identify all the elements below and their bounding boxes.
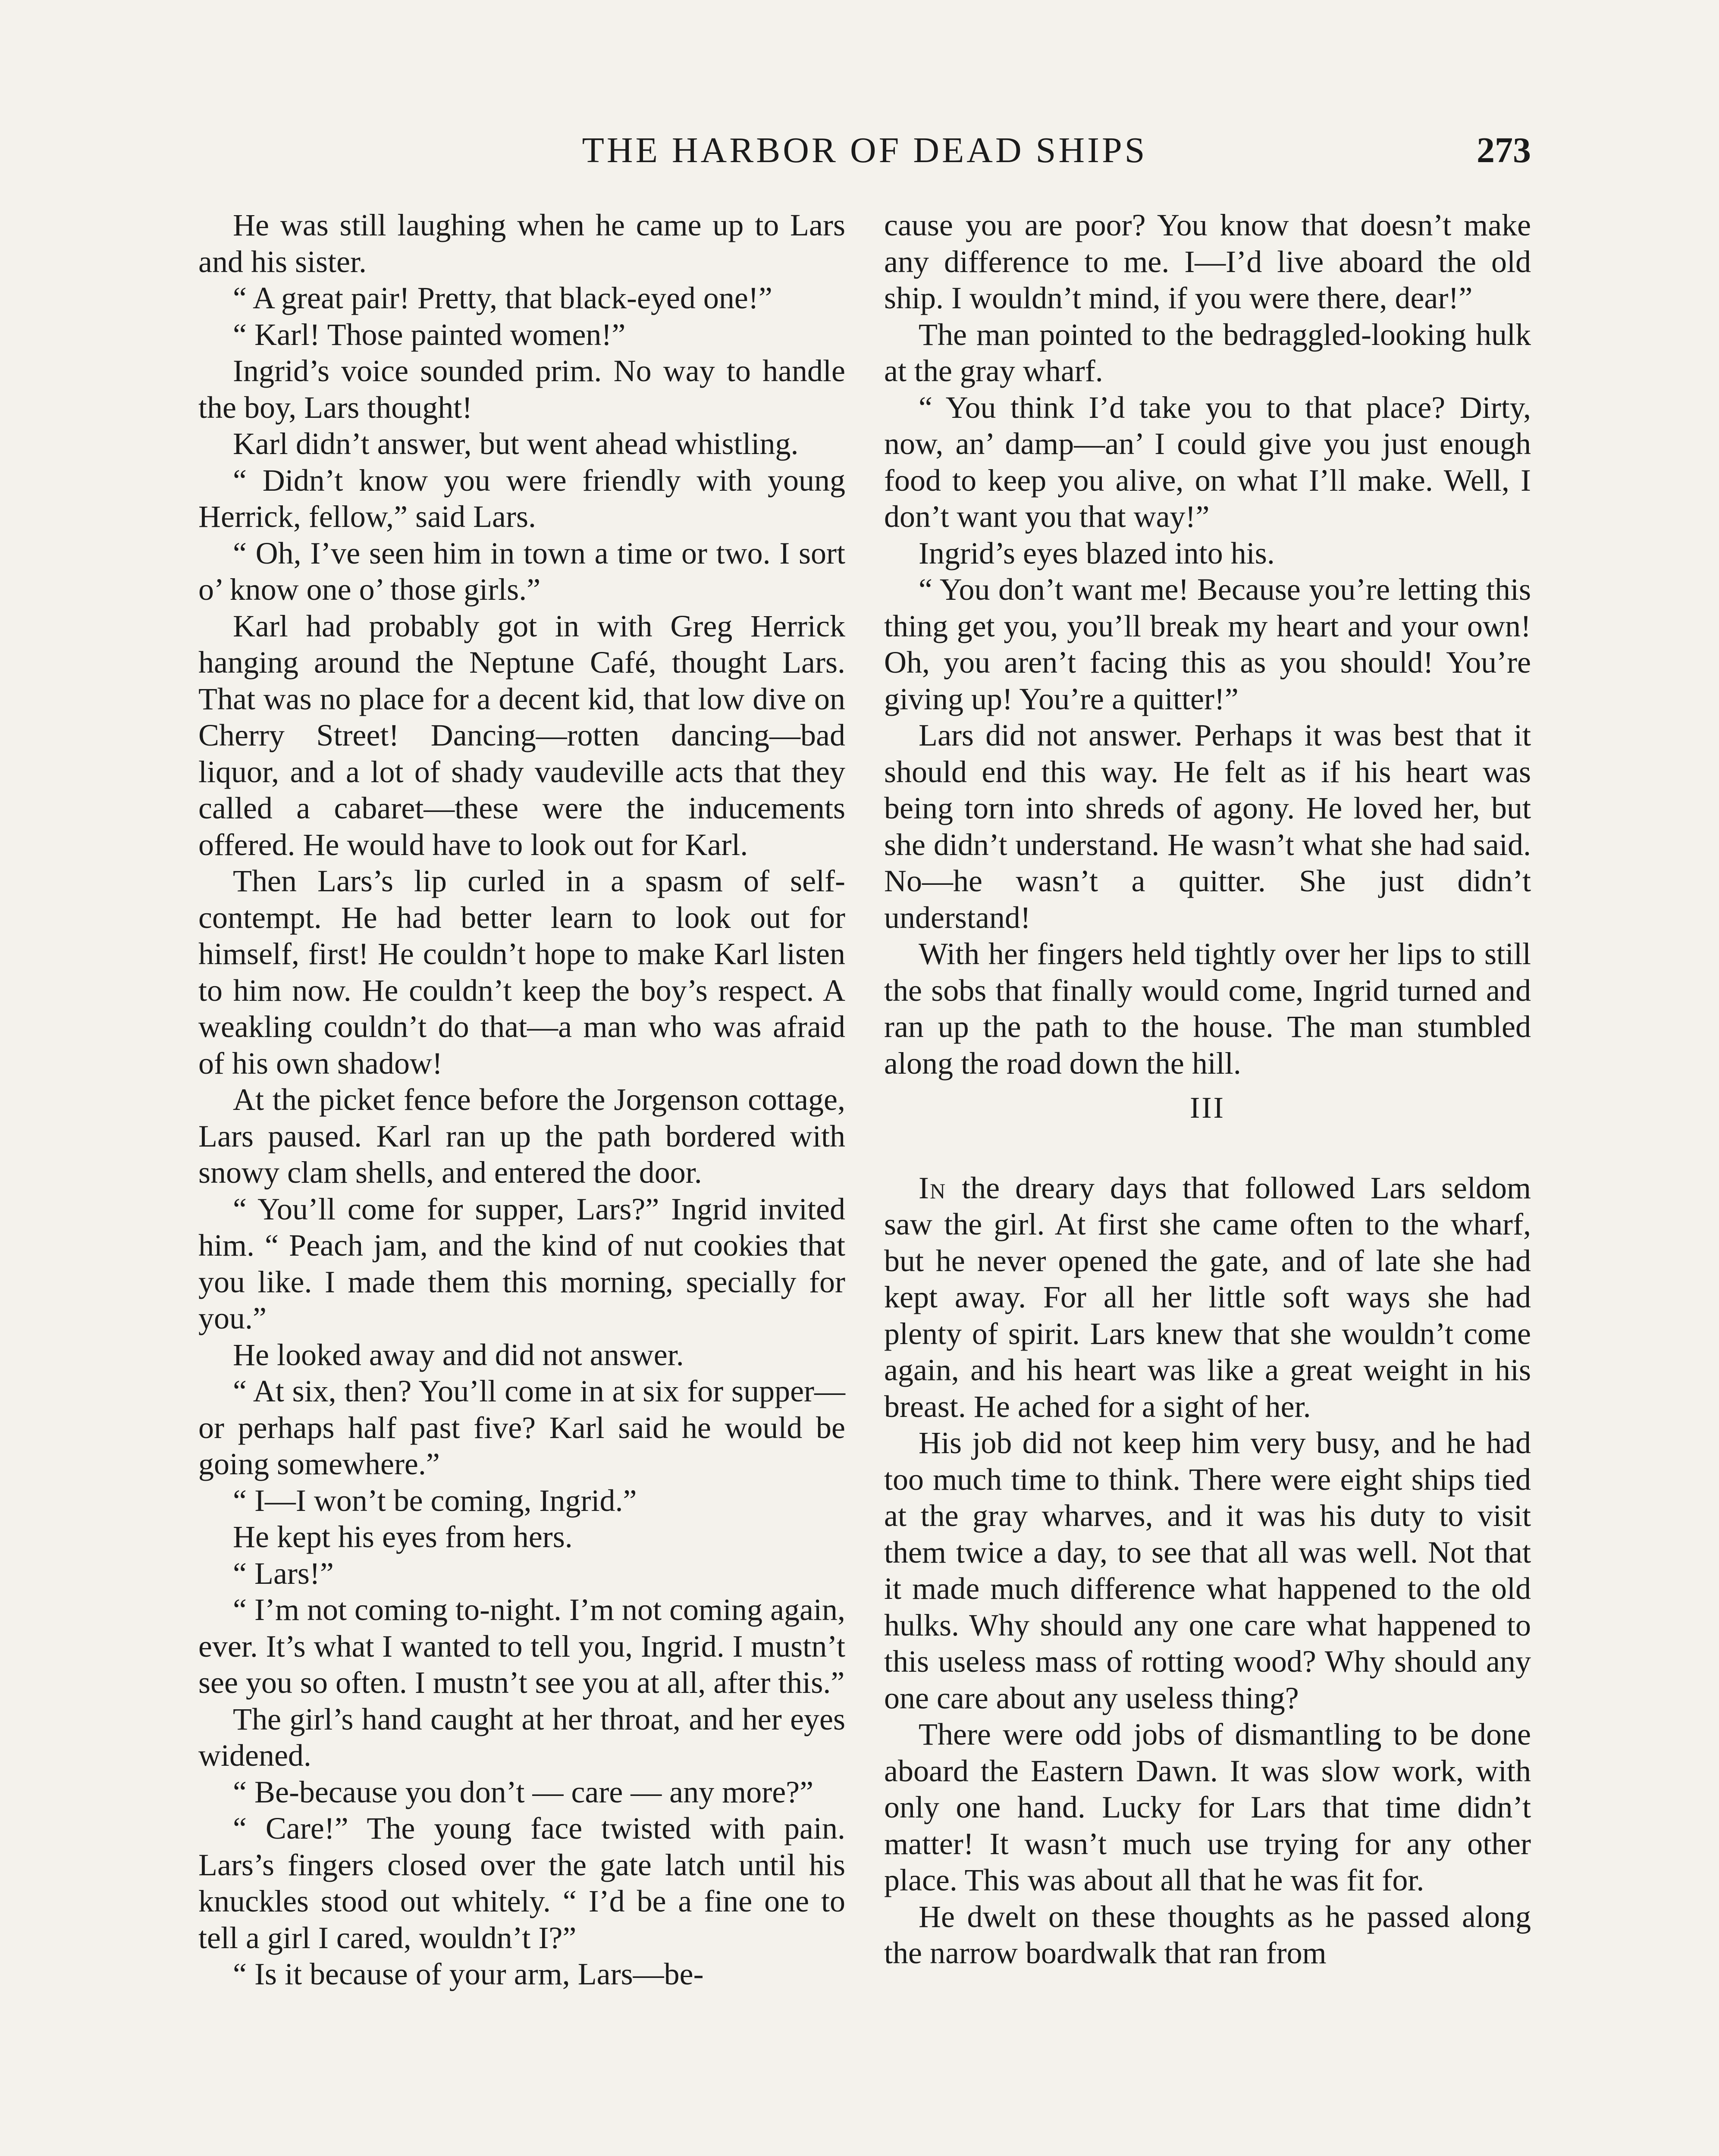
paragraph: “ Care!” The young face twisted with pain. Lars’s fingers closed over the gate latch until his knuckles stood out whitely. “ I’d be a fine one to tell a girl I cared, wouldn’t I?”: [198, 1811, 845, 1955]
paragraph: The girl’s hand caught at her throat, and her eyes widened.: [198, 1702, 845, 1773]
paragraph: “ I’m not coming to-night. I’m not coming again, ever. It’s what I wanted to tell you, Ingrid. I mustn’t see you so often. I mustn’t see you at all, after this.”: [198, 1592, 845, 1700]
page-number: 273: [1477, 130, 1531, 170]
paragraph: “ Karl! Those painted women!”: [233, 317, 626, 352]
paragraph: He looked away and did not answer.: [233, 1337, 684, 1372]
paragraph: “ Lars!”: [233, 1556, 334, 1591]
paragraph: With her fingers held tightly over her lips to still the sobs that finally would come, Ingrid turned and ran up the path to the house. The man stumbled along the road down the hill.: [884, 937, 1531, 1081]
right-column: [884, 207, 1531, 1971]
paragraph: “ At six, then? You’ll come in at six for supper—or perhaps half past five? Karl said he would be going somewhere.”: [198, 1374, 845, 1481]
paragraph: Ingrid’s voice sounded prim. No way to handle the boy, Lars thought!: [198, 354, 845, 425]
paragraph: Ingrid’s eyes blazed into his.: [919, 536, 1275, 570]
paragraph: “ A great pair! Pretty, that black-eyed one!”: [233, 281, 772, 315]
paragraph: “ Is it because of your arm, Lars—be-: [233, 1957, 704, 1991]
paragraph: The man pointed to the bedraggled-looking hulk at the gray wharf.: [884, 317, 1531, 388]
paragraph: He kept his eyes from hers.: [233, 1520, 573, 1554]
opening-text: the dreary days that followed Lars seldom saw the girl. At first she came often to the wharf, but he never opened the gate, and of late she had kept away. For all her little soft ways she had plenty of spirit. Lars knew that she wouldn’t come again, and his heart was like a great weight in his breast. He ached for a sight of her.: [884, 1170, 1531, 1424]
paragraph: There were odd jobs of dismantling to be done aboard the Eastern Dawn. It was slow work, with only one hand. Lucky for Lars that time didn’t matter! It wasn’t much use trying for any other place. This was about all that he was fit for.: [884, 1717, 1531, 1897]
paragraph: “ I—I won’t be coming, Ingrid.”: [233, 1483, 637, 1518]
paragraph: Karl had probably got in with Greg Herrick hanging around the Neptune Café, thought Lars. That was no place for a decent kid, that low dive on Cherry Street! Dancing—rotten dancing—bad liquor, and a lot of shady vaudeville acts that they called a cabaret—these were the inducements offered. He would have to look out for Karl.: [198, 608, 845, 862]
page-header: [198, 129, 1531, 181]
paragraph: “ Didn’t know you were friendly with young Herrick, fellow,” said Lars.: [198, 463, 845, 534]
paragraph: His job did not keep him very busy, and he had too much time to think. There were eight ships tied at the gray wharves, and it was his duty to visit them twice a day, to see that all was well. Not that it made much difference what happened to the old hulks. Why should any one care what happened to this useless mass of rotting wood? Why should any one care about any useless thing?: [884, 1426, 1531, 1715]
paragraph: He dwelt on these thoughts as he passed along the narrow boardwalk that ran from: [884, 1899, 1531, 1970]
paragraph: He was still laughing when he came up to Lars and his sister.: [198, 208, 845, 279]
paragraph: “ You think I’d take you to that place? Dirty, now, an’ damp—an’ I could give you just enough food to keep you alive, on what I’ll make. Well, I don’t want you that way!”: [884, 390, 1531, 534]
section-opening-paragraph: [884, 1170, 1531, 1425]
paragraph: Lars did not answer. Perhaps it was best that it should end this way. He felt as if his heart was being torn into shreds of agony. He loved her, but she didn’t understand. He wasn’t what she had said. No—he wasn’t a quitter. She just didn’t understand!: [884, 718, 1531, 935]
left-column: [198, 207, 845, 1993]
section-heading: III: [1190, 1091, 1225, 1125]
paragraph: “ You don’t want me! Because you’re letting this thing get you, you’ll break my heart and your own! Oh, you aren’t facing this as you should! You’re giving up! You’re a quitter!”: [884, 572, 1531, 716]
running-title: THE HARBOR OF DEAD SHIPS: [582, 130, 1148, 170]
paragraph: “ You’ll come for supper, Lars?” Ingrid invited him. “ Peach jam, and the kind of nut cookies that you like. I made them this morning, specially for you.”: [198, 1191, 845, 1335]
paragraph: “ Oh, I’ve seen him in town a time or two. I sort o’ know one o’ those girls.”: [198, 536, 845, 607]
paragraph: Then Lars’s lip curled in a spasm of self-contempt. He had better learn to look out for himself, first! He couldn’t hope to make Karl listen to him now. He couldn’t keep the boy’s respect. A weakling couldn’t do that—a man who was afraid of his own shadow!: [198, 864, 845, 1081]
paragraph: At the picket fence before the Jorgenson cottage, Lars paused. Karl ran up the path bordered with snowy clam shells, and entered the door.: [198, 1082, 845, 1190]
paragraph: “ Be-because you don’t — care — any more?”: [233, 1774, 814, 1809]
paragraph: Karl didn’t answer, but went ahead whistling.: [233, 426, 799, 461]
opening-word: In: [919, 1170, 947, 1205]
paragraph-continued: cause you are poor? You know that doesn’t make any difference to me. I—I’d live aboard the old ship. I wouldn’t mind, if you were there, dear!”: [884, 208, 1531, 315]
